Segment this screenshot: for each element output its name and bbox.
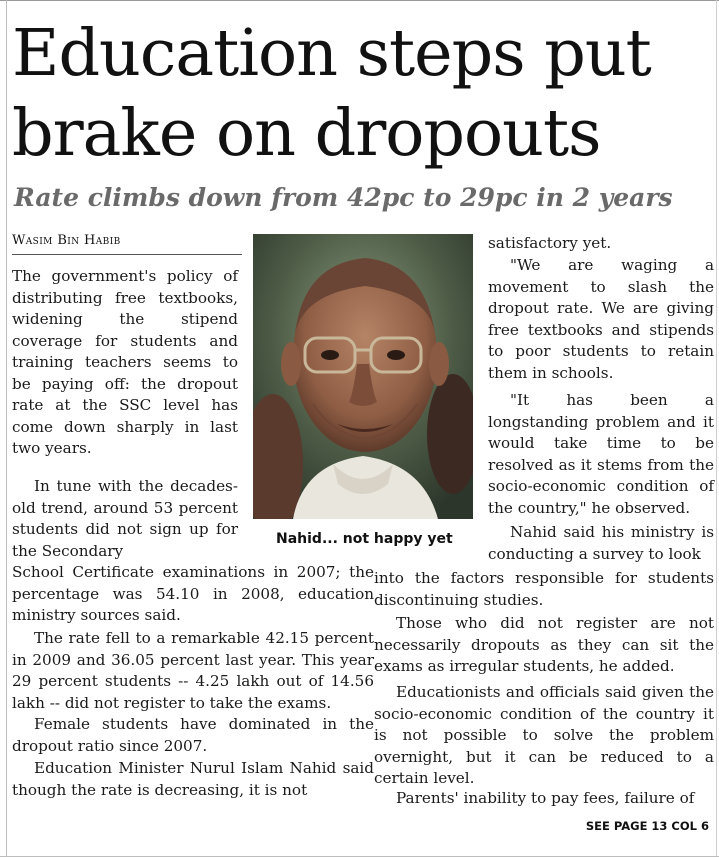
paragraph: School Certificate examinations in 2007; the percentage was 54.10 in 2008, education ministry sources said. xyxy=(12,563,374,624)
paragraph: Educationists and officials said given the socio-economic condition of the country it is not possible to solve the problem overnight, but it can be reduced to a certain level. xyxy=(374,683,714,787)
photo-caption: Nahid... not happy yet xyxy=(276,531,453,547)
paragraph: "We are waging a movement to slash the dropout rate. We are giving free textbooks and stipends to poor students to retain them in schools. xyxy=(488,256,714,382)
byline: Wasim Bin Habib xyxy=(12,233,121,248)
portrait-image xyxy=(253,234,473,519)
page-border-left xyxy=(6,0,7,857)
byline-rule xyxy=(12,254,242,255)
headline-line-1: Education steps put xyxy=(12,16,651,91)
paragraph: Those who did not register are not necessarily dropouts as they can sit the exams as irregular students, he added. xyxy=(374,614,714,675)
paragraph: "It has been a longstanding problem and it would take time to be resolved as it stems from the socio-economic condition of the country," he observed. xyxy=(488,391,714,517)
page-border-right xyxy=(716,0,717,857)
continued-jump-line: SEE PAGE 13 COL 6 xyxy=(585,819,709,833)
paragraph: Female students have dominated in the dropout ratio since 2007. xyxy=(12,715,374,755)
paragraph: The rate fell to a remarkable 42.15 percent in 2009 and 36.05 percent last year. This year 29 percent students -- 4.25 lakh out of 14.56 lakh -- did not register to take the exams. xyxy=(12,629,374,712)
paragraph: The government's policy of distributing free textbooks, widening the stipend coverage for students and training teachers seems to be paying off: the dropout rate at the SSC level has come down sharply in last two years. xyxy=(12,267,238,457)
headline-line-2: brake on dropouts xyxy=(12,96,601,171)
paragraph: Nahid said his ministry is conducting a survey to look xyxy=(488,523,714,563)
subheadline: Rate climbs down from 42pc to 29pc in 2 years xyxy=(14,183,673,212)
paragraph: into the factors responsible for students discontinuing studies. xyxy=(374,569,714,609)
headline xyxy=(12,14,712,174)
page-border-top xyxy=(0,0,719,1)
paragraph: Parents' inability to pay fees, failure of xyxy=(396,789,695,807)
paragraph: In tune with the decades-old trend, around 53 percent students did not sign up for the Secondary xyxy=(12,477,238,560)
photo-nahid xyxy=(253,234,473,519)
paragraph: satisfactory yet. xyxy=(488,234,612,252)
paragraph: Education Minister Nurul Islam Nahid said though the rate is decreasing, it is not xyxy=(12,759,374,799)
